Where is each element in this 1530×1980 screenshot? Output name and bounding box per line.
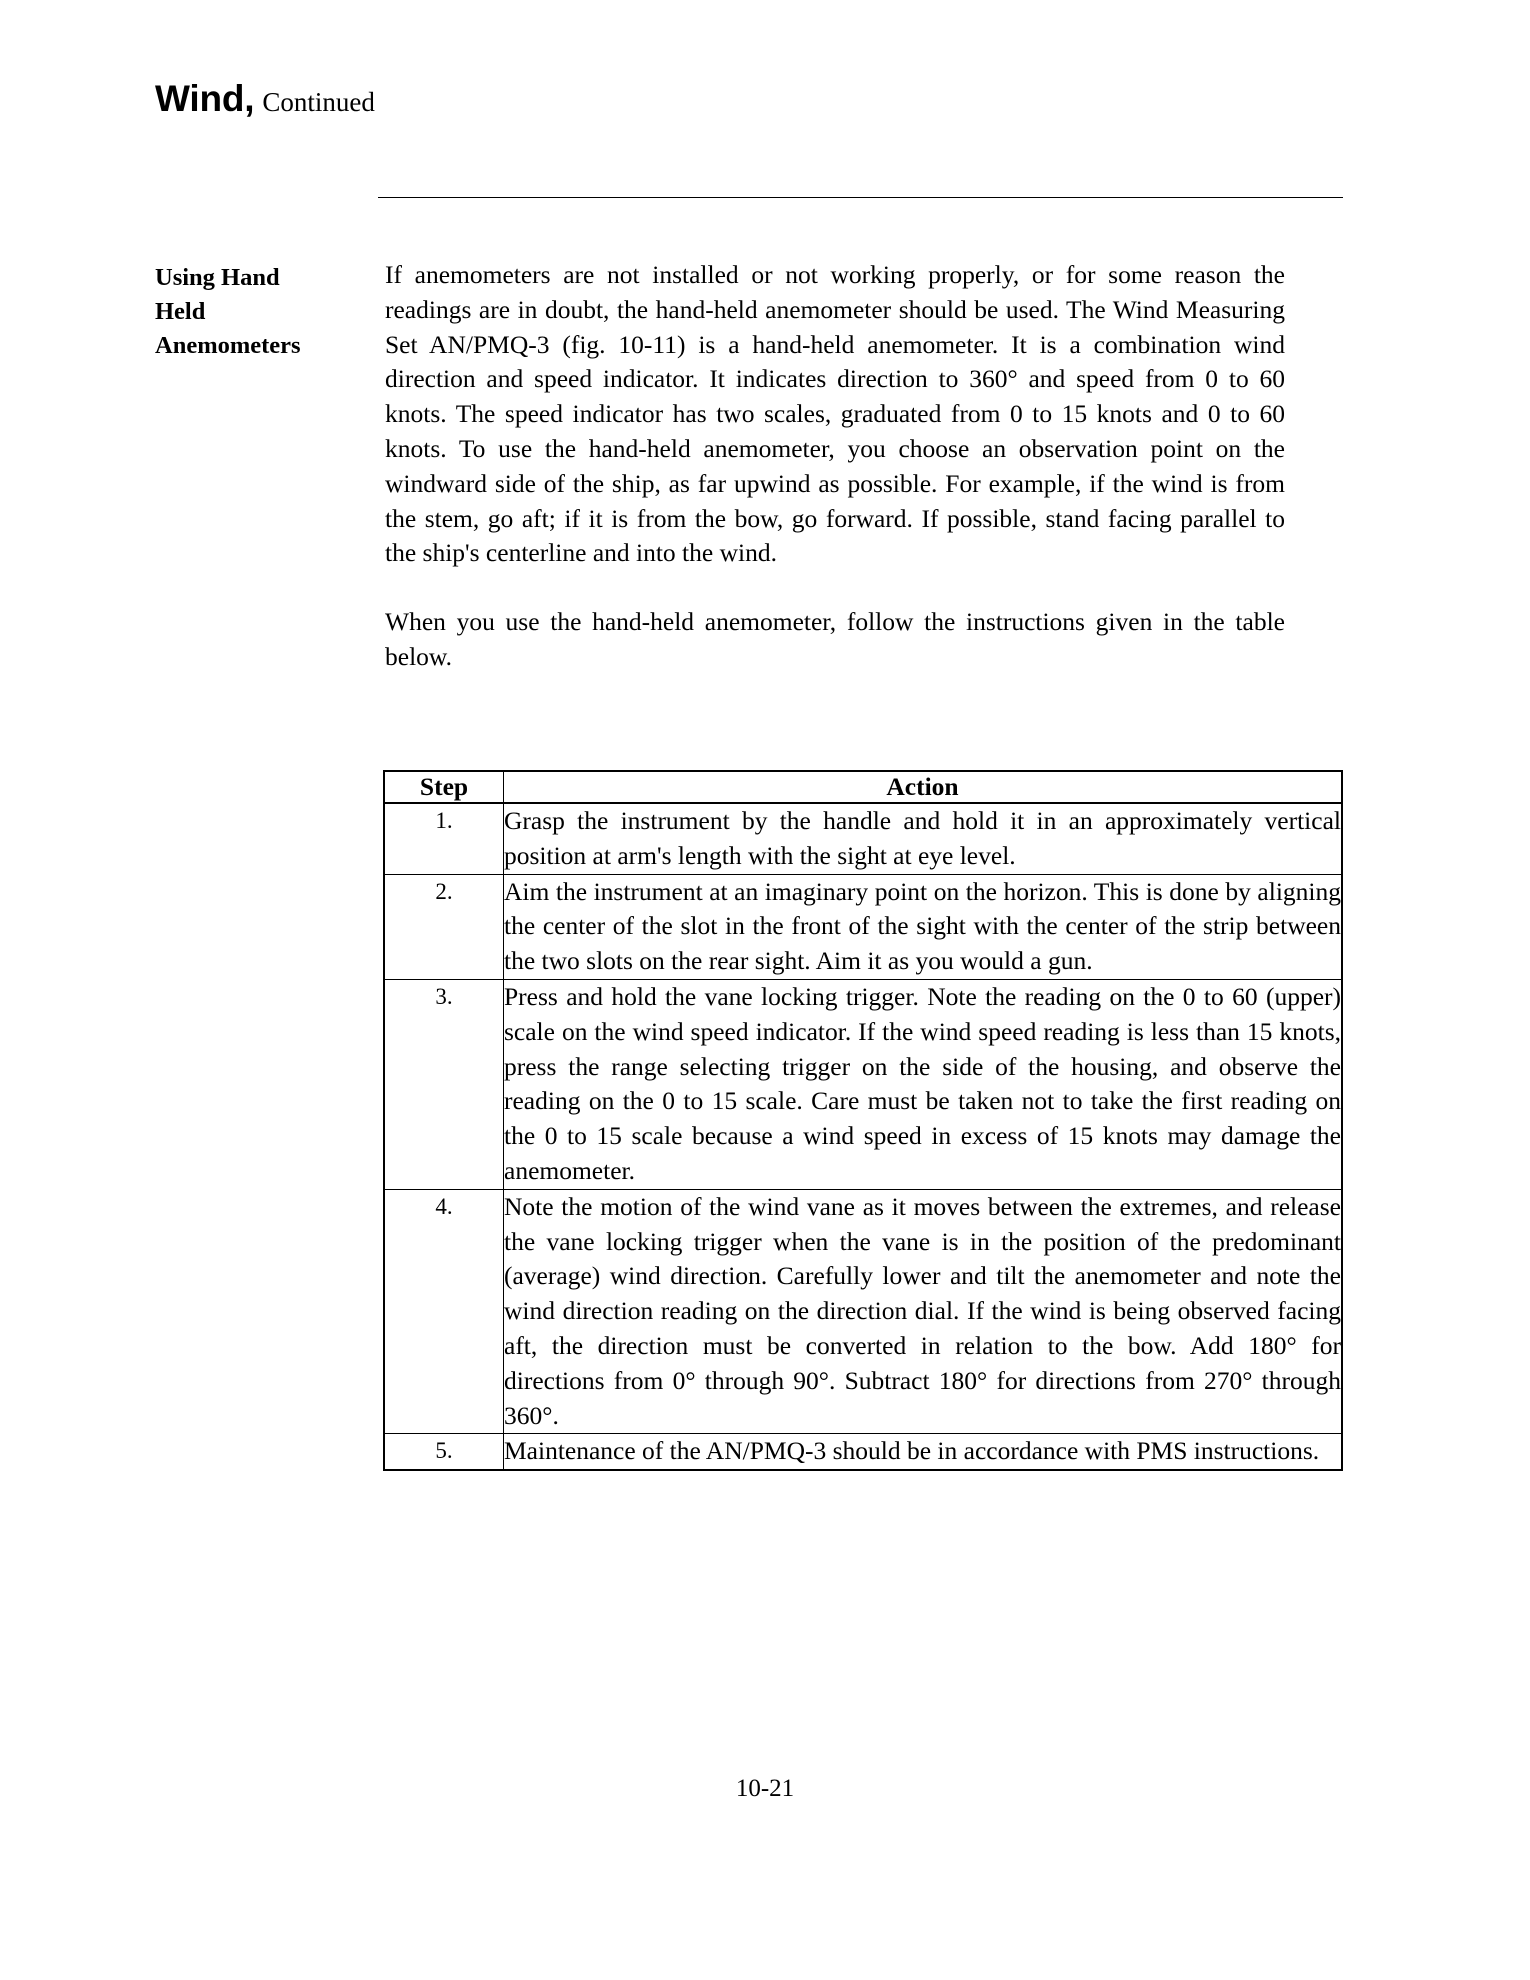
table-cell-step: 3. [384, 979, 504, 1189]
table-cell-action: Grasp the instrument by the handle and hold it in an approximately vertical position at arm's length with the sight at eye level. [504, 803, 1343, 874]
section-side-heading [155, 261, 355, 363]
side-heading-line-2: Held [155, 298, 206, 325]
body-paragraph-2: When you use the hand-held anemometer, follow the instructions given in the table below. [385, 607, 1285, 671]
table-cell-step: 4. [384, 1189, 504, 1434]
table-row [384, 1189, 1342, 1434]
steps-table-container [383, 770, 1343, 1471]
side-heading-line-1: Using Hand [155, 264, 280, 291]
table-cell-action: Maintenance of the AN/PMQ-3 should be in accordance with PMS instructions. [504, 1434, 1343, 1470]
table-cell-action: Press and hold the vane locking trigger. Note the reading on the 0 to 60 (upper) scale on the wind speed indicator. If the wind speed reading is less than 15 knots, press the range selecting trigger on the side of the housing, and observe the reading on the 0 to 15 scale. Care must be taken not to take the first reading on the 0 to 15 scale because a wind speed in excess of 15 knots may damage the anemometer. [504, 979, 1343, 1189]
page-title-continued: Continued [262, 87, 375, 117]
table-row [384, 1434, 1342, 1470]
table-cell-step: 1. [384, 803, 504, 874]
page-title: Wind, [155, 78, 255, 119]
page-footer [0, 1775, 1530, 1803]
body-column [385, 258, 1285, 675]
table-cell-action: Note the motion of the wind vane as it moves between the extremes, and release the vane locking trigger when the vane is in the position of the predominant (average) wind direction. Carefully lower and tilt the anemometer and note the wind direction reading on the direction dial. If the wind is being observed facing aft, the direction must be converted in relation to the bow. Add 180° for directions from 0° through 90°. Subtract 180° for directions from 270° through 360°. [504, 1189, 1343, 1434]
table-row [384, 979, 1342, 1189]
table-row [384, 803, 1342, 874]
table-header-action: Action [504, 771, 1343, 803]
table-header-row [384, 771, 1342, 803]
header-divider-rule [378, 197, 1343, 198]
table-cell-action: Aim the instrument at an imaginary point on the horizon. This is done by aligning the center of the slot in the front of the sight with the center of the strip between the two slots on the rear sight. Aim it as you would a gun. [504, 874, 1343, 979]
page-header [155, 78, 375, 120]
table-cell-step: 2. [384, 874, 504, 979]
body-paragraph-1: If anemometers are not installed or not working properly, or for some reason the readings are in doubt, the hand-held anemometer should be used. The Wind Measuring Set AN/PMQ-3 (fig. 10-11) is a hand-held anemometer. It is a combination wind direction and speed indicator. It indicates direction to 360° and speed from 0 to 60 knots. The speed indicator has two scales, graduated from 0 to 15 knots and 0 to 60 knots. To use the hand-held anemometer, you choose an observation point on the windward side of the ship, as far upwind as possible. For example, if the wind is from the stem, go aft; if it is from the bow, go forward. If possible, stand facing parallel to the ship's centerline and into the wind. [385, 260, 1285, 568]
table-header-step: Step [384, 771, 504, 803]
table-cell-step: 5. [384, 1434, 504, 1470]
side-heading-line-3: Anemometers [155, 332, 301, 359]
page-number: 10-21 [735, 1775, 795, 1802]
table-row [384, 874, 1342, 979]
steps-table [383, 770, 1343, 1471]
